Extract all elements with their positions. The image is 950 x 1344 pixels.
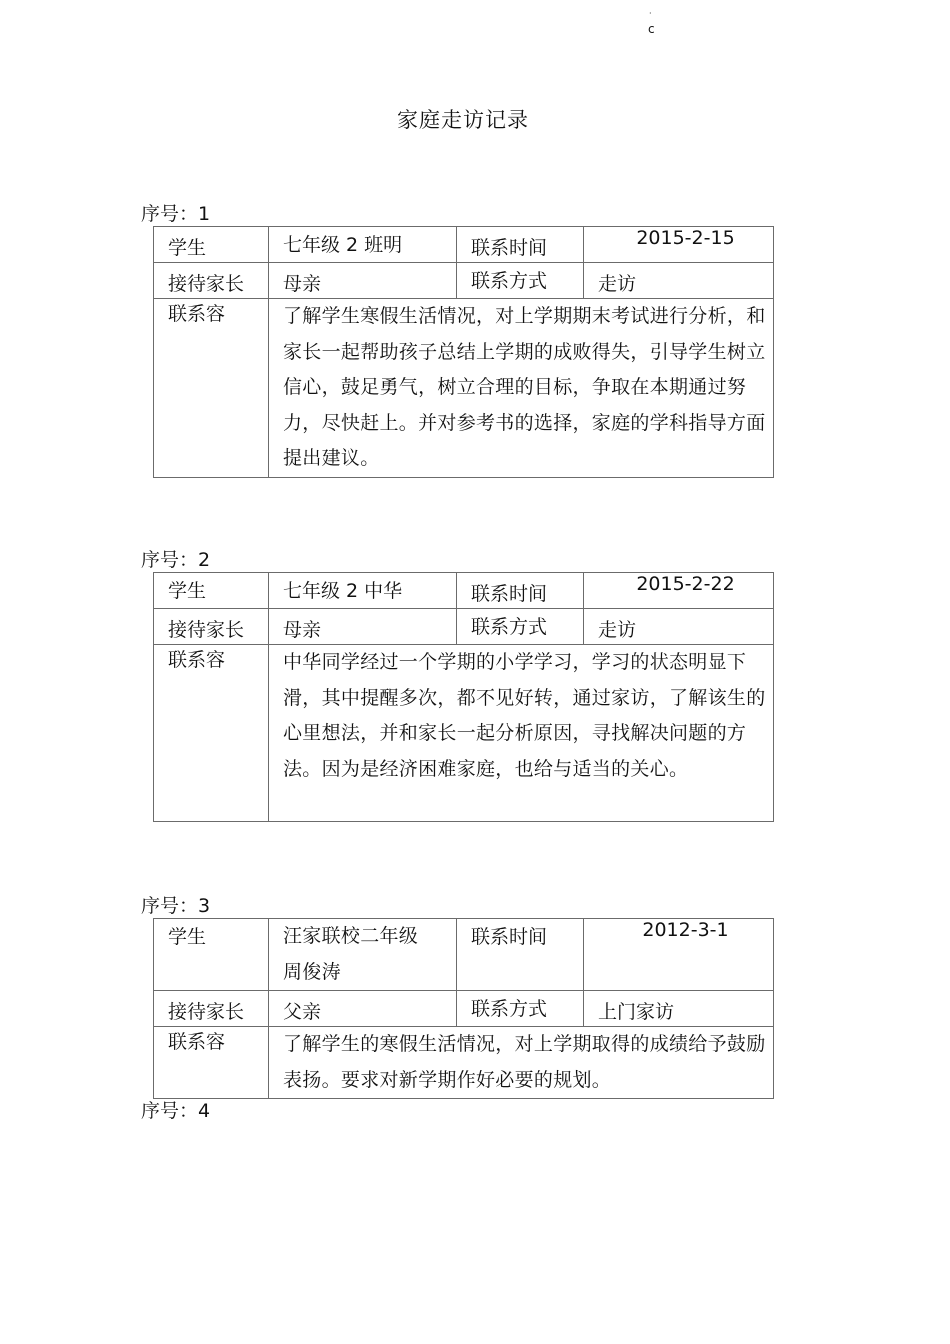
- contact-time-value: 2015-2-22: [584, 573, 774, 609]
- student-value: 七年级 2 中华: [269, 573, 457, 609]
- parent-value: 父亲: [269, 991, 457, 1027]
- content-value: 中华同学经过一个学期的小学学习，学习的状态明显下滑，其中提醒多次，都不见好转，通过家访，了解该生的心里想法，并和家长一起分析原因，寻找解决问题的方法。因为是经济困难家庭，也给与适当的关心。: [269, 645, 774, 822]
- contact-method-label: 联系方式: [457, 263, 584, 299]
- contact-time-label: 联系时间: [457, 919, 584, 991]
- student-label: 学生: [154, 919, 269, 991]
- parent-label: 接待家长: [154, 991, 269, 1027]
- student-value: 汪家联校二年级周俊涛: [269, 919, 457, 991]
- parent-value: 母亲: [269, 609, 457, 645]
- content-value: 了解学生寒假生活情况，对上学期期末考试进行分析，和家长一起帮助孩子总结上学期的成败得失，引导学生树立信心，鼓足勇气，树立合理的目标，争取在本期通过努力，尽快赶上。并对参考书的选择，家庭的学科指导方面提出建议。: [269, 299, 774, 478]
- header-mark: c: [648, 22, 655, 36]
- contact-time-value: 2015-2-15: [584, 227, 774, 263]
- contact-method-value: 走访: [584, 609, 774, 645]
- parent-label: 接待家长: [154, 609, 269, 645]
- contact-method-label: 联系方式: [457, 991, 584, 1027]
- content-label: 联系容: [154, 1027, 269, 1099]
- record-3-seq: 序号：3: [141, 895, 211, 917]
- record-2-table: [153, 572, 774, 822]
- page-title: 家庭走访记录: [397, 108, 529, 132]
- contact-time-label: 联系时间: [457, 573, 584, 609]
- parent-label: 接待家长: [154, 263, 269, 299]
- contact-method-value: 走访: [584, 263, 774, 299]
- contact-time-label: 联系时间: [457, 227, 584, 263]
- content-label: 联系容: [154, 645, 269, 822]
- record-4-seq: 序号：4: [141, 1100, 211, 1122]
- record-3-table: [153, 918, 774, 1099]
- parent-value: 母亲: [269, 263, 457, 299]
- contact-method-value: 上门家访: [584, 991, 774, 1027]
- contact-method-label: 联系方式: [457, 609, 584, 645]
- student-value: 七年级 2 班明: [269, 227, 457, 263]
- header-dot: ·: [649, 9, 652, 18]
- student-label: 学生: [154, 227, 269, 263]
- record-1-seq: 序号：1: [141, 203, 211, 225]
- contact-time-value: 2012-3-1: [584, 919, 774, 991]
- record-1-table: [153, 226, 774, 478]
- record-2-seq: 序号：2: [141, 549, 211, 571]
- content-label: 联系容: [154, 299, 269, 478]
- content-value: 了解学生的寒假生活情况，对上学期取得的成绩给予鼓励表扬。要求对新学期作好必要的规划。: [269, 1027, 774, 1099]
- student-label: 学生: [154, 573, 269, 609]
